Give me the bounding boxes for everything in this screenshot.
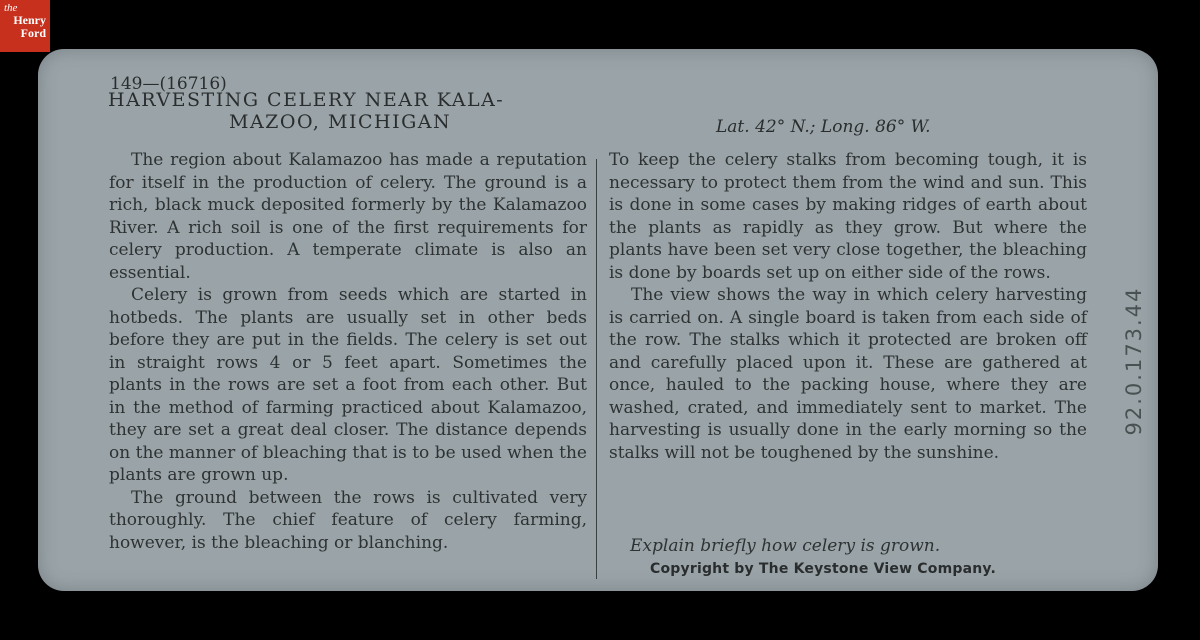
logo-text-ford: Ford — [20, 26, 46, 40]
study-question: Explain briefly how celery is grown. — [630, 536, 941, 556]
card-title-line-1: HARVESTING CELERY NEAR KALA- — [108, 89, 505, 111]
left-column-text — [109, 149, 587, 554]
paragraph: The ground between the rows is cultivated very thoroughly. The chief feature of celery farming, however, is the bleaching or blanching. — [109, 487, 587, 553]
logo-text-henry: Henry — [13, 13, 46, 27]
card-serial-number: 149—(16716) — [110, 74, 227, 94]
handwritten-accession-number: 92.0.173.44 — [1122, 286, 1146, 436]
lat-long: Lat. 42° N.; Long. 86° W. — [716, 117, 931, 137]
card-title — [108, 89, 608, 133]
paragraph: To keep the celery stalks from becoming tough, it is necessary to protect them from the wind and sun. This is done in some cases by making ridges of earth about the plants as rapidly as they grow. But where the plants have been set very close together, the bleaching is done by boards set up on either side of the rows. — [609, 150, 1087, 283]
column-divider — [596, 159, 597, 579]
logo-text-the: the — [4, 2, 18, 14]
right-column-text — [609, 149, 1087, 464]
card-title-line-2: MAZOO, MICHIGAN — [229, 111, 452, 133]
copyright-line: Copyright by The Keystone View Company. — [650, 561, 996, 577]
paragraph: The region about Kalamazoo has made a reputation for itself in the production of celery. The ground is a rich, black muck deposited formerly by the Kalamazoo River. A rich soil is one of the first requirements for celery production. A temperate climate is also an essential. — [109, 150, 587, 283]
henry-ford-logo[interactable] — [0, 0, 50, 52]
paragraph: The view shows the way in which celery harvesting is carried on. A single board is taken from each side of the row. The stalks which it protected are broken off and carefully placed upon it. These are gathered at once, hauled to the packing house, where they are washed, crated, and immediately sent to market. The harvesting is usually done in the early morning so the stalks will not be toughened by the sunshine. — [609, 285, 1087, 463]
paragraph: Celery is grown from seeds which are started in hotbeds. The plants are usually set in other beds before they are put in the fields. The celery is set out in straight rows 4 or 5 feet apart. Sometimes the plants in the rows are set a foot from each other. But in the method of farming practiced about Kalamazoo, they are set a great deal closer. The distance depends on the manner of bleaching that is to be used when the plants are grown up. — [109, 285, 587, 485]
stereograph-card-back — [38, 49, 1158, 591]
